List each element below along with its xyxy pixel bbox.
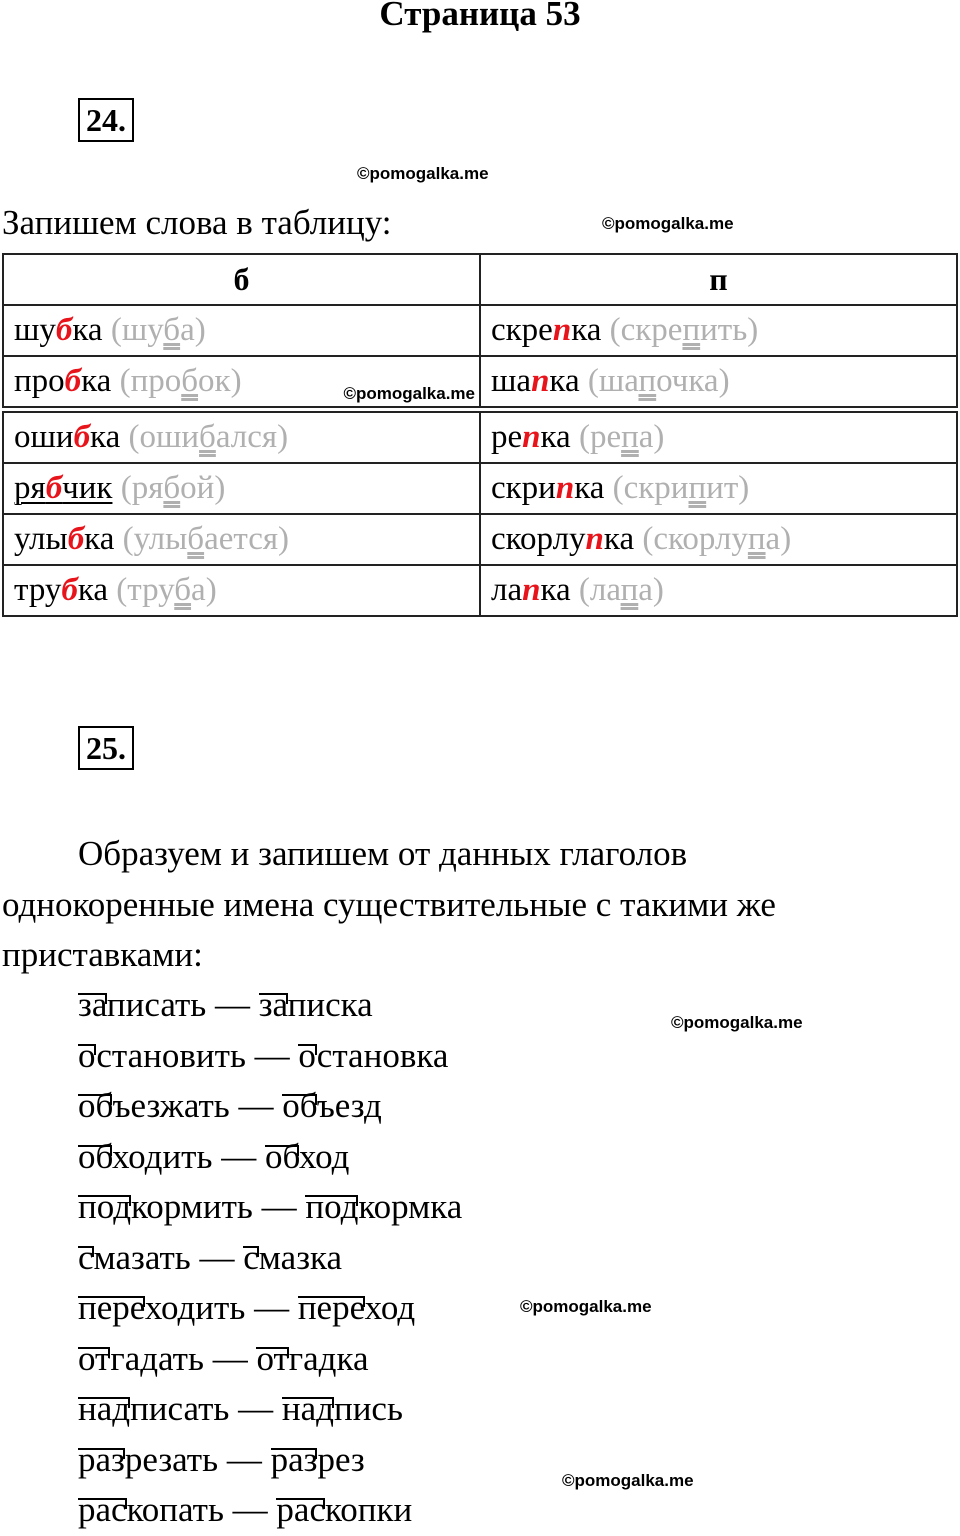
word-cell: скрепка (скрепить): [480, 305, 957, 356]
word-cell: шубка (шуба): [3, 305, 480, 356]
word-cell: скорлупка (скорлупа): [480, 514, 957, 565]
word-pairs-list: [78, 980, 462, 1536]
exercise-24-number: 24.: [78, 98, 134, 142]
word-cell: ошибка (ошибался): [3, 412, 480, 463]
watermark: ©pomogalka.me: [562, 1471, 694, 1490]
list-item: разрезать — разрез: [78, 1439, 365, 1479]
letters-table-top: [2, 253, 958, 408]
word-cell: улыбка (улыбается): [3, 514, 480, 565]
table-row: [3, 356, 957, 407]
column-header-p: п: [480, 254, 957, 305]
list-item: надписать — надпись: [78, 1389, 403, 1428]
word-cell: пробка (пробок) ©pomogalka.me: [3, 356, 480, 407]
list-item: смазать — смазка: [78, 1237, 343, 1277]
list-item: раскопать — раскопки: [78, 1490, 413, 1529]
list-item: записать — записка: [78, 985, 373, 1024]
list-item: остановить — остановка: [78, 1035, 449, 1075]
table-row: [3, 412, 957, 463]
word-cell: лапка (лапа): [480, 565, 957, 616]
column-header-b: б: [3, 254, 480, 305]
exercise-25-instructions: Образуем и запишем от данных глаголов однокоренные имена существительные с такими же приставками:: [2, 834, 776, 974]
list-item: обходить — обход: [78, 1136, 350, 1176]
word-cell: шапка (шапочка): [480, 356, 957, 407]
word-cell: рябчик (рябой): [3, 463, 480, 514]
watermark: ©pomogalka.me: [602, 214, 734, 233]
list-item: объезжать — объезд: [78, 1086, 382, 1125]
list-item: переходить — переход: [78, 1288, 416, 1327]
list-item: подкормить — подкормка: [78, 1187, 463, 1226]
word-cell: репка (репа): [480, 412, 957, 463]
letters-table-bottom: [2, 411, 958, 617]
watermark: ©pomogalka.me: [357, 164, 489, 183]
watermark: ©pomogalka.me: [671, 1013, 803, 1032]
exercise-24-intro: Запишем слова в таблицу:: [2, 203, 392, 242]
word-cell: трубка (труба): [3, 565, 480, 616]
table-row: [3, 565, 957, 616]
page-title: Страница 53: [379, 0, 581, 33]
word-cell: скрипка (скрипит): [480, 463, 957, 514]
list-item: отгадать — отгадка: [78, 1338, 369, 1378]
table-row: [3, 305, 957, 356]
table-row: [3, 463, 957, 514]
table-row: [3, 514, 957, 565]
exercise-25-number: 25.: [78, 726, 134, 770]
watermark: ©pomogalka.me: [520, 1297, 652, 1316]
watermark: ©pomogalka.me: [343, 384, 475, 403]
